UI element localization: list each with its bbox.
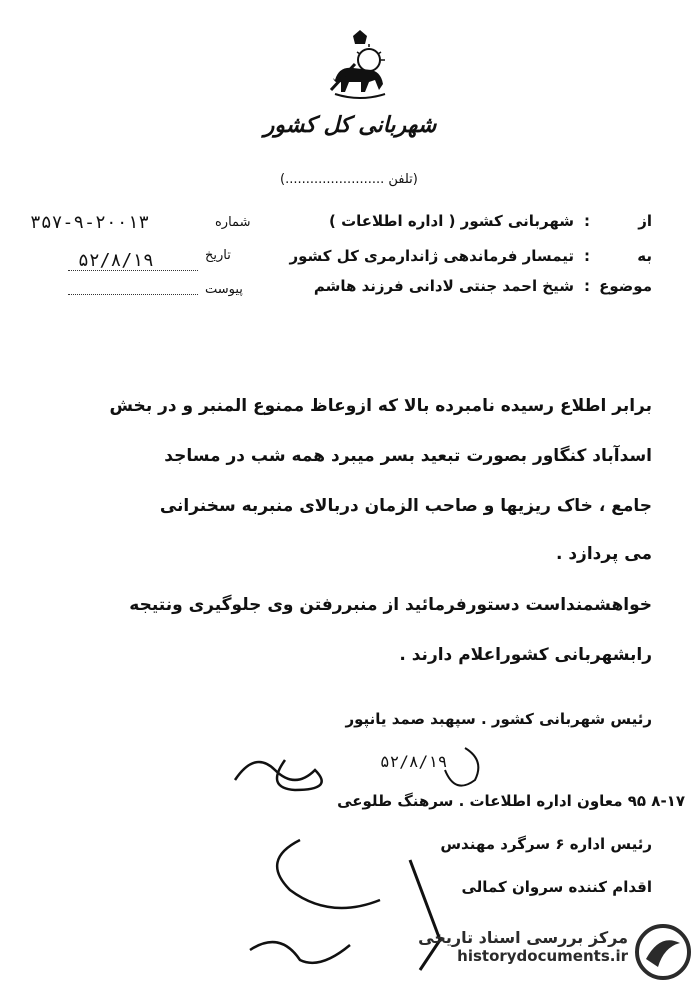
from-label: از (638, 212, 652, 230)
chief-signature-line: رئیس شهربانی کشور . سپهبد صمد یانپور (345, 710, 652, 728)
to-value: تیمسار فرماندهی ژاندارمری کل کشور (289, 247, 574, 265)
subject-colon: : (584, 277, 590, 295)
dept-head-line: رئیس اداره ۶ سرگرد مهندس (440, 835, 652, 853)
body-line: برابر اطلاع رسیده نامبرده بالا که ازوعاظ ممنوع المنبر و در بخش (109, 396, 652, 416)
from-value: شهربانی کشور ( اداره اطلاعات ) (329, 212, 574, 230)
body-line: اسدآباد کنگاور بصورت تبعید بسر میبرد همه شب در مساجد (164, 446, 652, 466)
date-dotted-line (68, 270, 198, 271)
date-value: ۵۲/۸/۱۹ (78, 250, 154, 271)
watermark (418, 928, 628, 965)
date-label: تاریخ (205, 248, 231, 263)
body-line: می پردازد . (555, 544, 652, 564)
note-line: ۸-۱۷ ۹۵ معاون اداره اطلاعات . سرهنگ طلوعی (337, 792, 685, 810)
to-colon: : (584, 247, 590, 265)
subject-row (252, 277, 652, 299)
from-colon: : (584, 212, 590, 230)
from-row (252, 212, 652, 234)
body-line: جامع ، خاک ریزیها و صاحب الزمان دربالای منبربه سخنرانی (159, 496, 652, 516)
to-row (252, 247, 652, 269)
subject-value: شیخ احمد جنتی لادانی فرزند هاشم (313, 277, 574, 295)
organization-script-title: شهربانی کل کشور (263, 112, 437, 138)
watermark-url: historydocuments.ir (457, 947, 628, 965)
attachment-label: پیوست (205, 282, 243, 297)
phone-line: (تلفن ........................) (280, 172, 418, 187)
margin-date: ۵۲/۸/۱۹ (380, 752, 448, 771)
watermark-title: مرکز بررسی اسناد تاریخی (418, 928, 628, 947)
attachment-dotted-line (68, 294, 198, 295)
action-officer-line: اقدام کننده سروان کمالی (461, 878, 652, 896)
body-line: رابشهربانی کشوراعلام دارند . (399, 645, 652, 665)
to-label: به (637, 247, 652, 265)
handwritten-signature-icon (225, 740, 525, 800)
number-label: شماره (215, 215, 251, 230)
subject-label: موضوع (599, 277, 652, 295)
lion-and-sun-emblem-icon (325, 30, 395, 102)
body-line: خواهشمنداست دستورفرمائید از منبررفتن وی جلوگیری ونتیجه (129, 595, 652, 615)
history-documents-logo-icon (634, 923, 692, 981)
number-value: ۳۵۷-۹-۲۰۰۱۳ (30, 212, 150, 233)
